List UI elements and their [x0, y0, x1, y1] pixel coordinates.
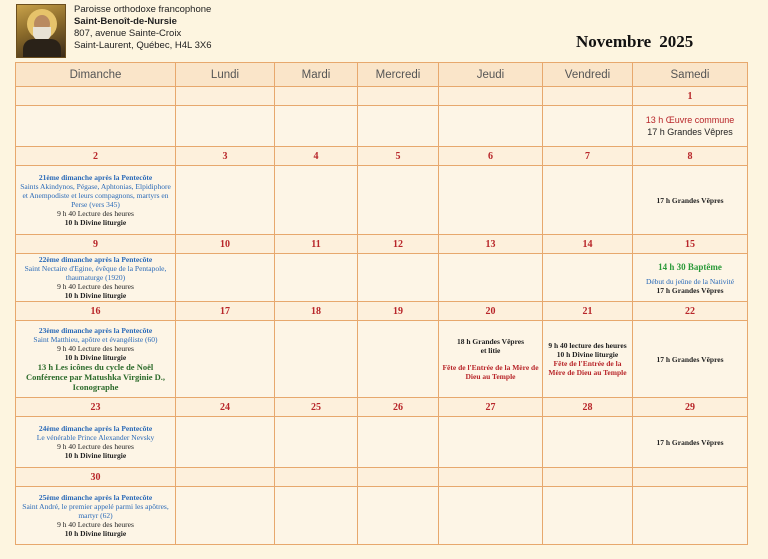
day-cell: [275, 487, 358, 545]
day-number: 29: [633, 398, 748, 417]
weekday-header: Vendredi: [543, 63, 633, 87]
day-number-row: [16, 468, 748, 487]
address-city: Saint-Laurent, Québec, H4L 3X6: [74, 40, 212, 51]
day-cell-nov21: [543, 321, 633, 398]
day-number: 17: [176, 302, 275, 321]
event-oeuvre-commune: 13 h Œuvre commune: [645, 115, 735, 125]
day-cell: [633, 487, 748, 545]
event-litie: et litie: [480, 346, 501, 355]
day-cell: [275, 321, 358, 398]
day-cell: [439, 417, 543, 468]
day-events-row: [16, 487, 748, 545]
day-number: 3: [176, 147, 275, 166]
day-cell: [358, 254, 439, 302]
day-cell: [275, 254, 358, 302]
event-hours: 9 h 40 Lecture des heures: [57, 282, 134, 291]
event-vespers: 17 h Grandes Vêpres: [656, 195, 724, 205]
day-number: [275, 87, 358, 106]
day-cell: [176, 106, 275, 147]
event-icons-talk: 13 h Les icônes du cycle de Noël: [37, 362, 154, 372]
feast-entry-temple: Fête de l'Entrée de la Mère de Dieu au Temple: [548, 359, 627, 377]
day-number: 20: [439, 302, 543, 321]
year: 2025: [659, 32, 694, 51]
event-hours: 9 h 40 Lecture des heures: [57, 442, 134, 451]
day-events-row: [16, 106, 748, 147]
event-conference: Conférence par Matushka Virginie D., Iconographe: [26, 372, 165, 392]
event-vespers: 17 h Grandes Vêpres: [656, 437, 724, 447]
day-cell: [275, 166, 358, 235]
event-vespers: 18 h Grandes Vêpres: [456, 337, 525, 346]
day-number: 7: [543, 147, 633, 166]
day-number: 25: [275, 398, 358, 417]
day-cell-nov1: [633, 106, 748, 147]
day-number: [176, 87, 275, 106]
day-number: 1: [633, 87, 748, 106]
event-vespers: 17 h Grandes Vêpres: [656, 354, 724, 364]
weekday-header: Mardi: [275, 63, 358, 87]
sunday-title: 23ème dimanche après la Pentecôte: [38, 326, 153, 335]
saints-commemoration: Saint Nectaire d'Egine, évêque de la Pentapole, thaumaturge (1920): [24, 264, 167, 282]
day-cell: [176, 487, 275, 545]
day-cell: [176, 417, 275, 468]
day-cell: [176, 321, 275, 398]
day-cell: [358, 166, 439, 235]
day-cell: [16, 106, 176, 147]
event-vespers: 17 h Grandes Vêpres: [656, 285, 724, 295]
day-number-row: [16, 147, 748, 166]
sunday-title: 24ème dimanche après la Pentecôte: [38, 424, 153, 433]
day-cell-nov8: [633, 166, 748, 235]
day-number-row: [16, 398, 748, 417]
day-cell-nov16: [16, 321, 176, 398]
feast-entry-temple: Fête de l'Entrée de la Mère de Dieu au Temple: [442, 363, 539, 381]
day-number-row: [16, 302, 748, 321]
day-cell: [358, 487, 439, 545]
day-cell: [275, 106, 358, 147]
day-number: 9: [16, 235, 176, 254]
day-events-row: [16, 166, 748, 235]
day-number: [176, 468, 275, 487]
day-number: 22: [633, 302, 748, 321]
event-liturgy: 10 h Divine liturgie: [556, 350, 619, 359]
day-number: 24: [176, 398, 275, 417]
header: [16, 4, 756, 60]
day-number: 19: [358, 302, 439, 321]
day-number: 14: [543, 235, 633, 254]
sunday-title: 25ème dimanche après la Pentecôte: [38, 493, 153, 502]
day-number: [275, 468, 358, 487]
day-number: 11: [275, 235, 358, 254]
saint-icon-image: [16, 4, 66, 58]
saints-commemoration: Saint André, le premier appelé parmi les apôtres, martyr (62): [22, 502, 169, 520]
day-number: [439, 87, 543, 106]
saints-commemoration: Saint Matthieu, apôtre et évangéliste (60): [33, 335, 158, 344]
day-number: 8: [633, 147, 748, 166]
address-street: 807, avenue Sainte-Croix: [74, 28, 182, 39]
day-events-row: [16, 254, 748, 302]
day-number: [543, 87, 633, 106]
sunday-title: 22ème dimanche après la Pentecôte: [38, 255, 153, 264]
day-number: 4: [275, 147, 358, 166]
day-number: 23: [16, 398, 176, 417]
day-number: 6: [439, 147, 543, 166]
day-cell: [439, 166, 543, 235]
day-cell: [543, 254, 633, 302]
day-number: 18: [275, 302, 358, 321]
month-name: Novembre: [576, 32, 652, 51]
weekday-header: Samedi: [633, 63, 748, 87]
day-number: [358, 87, 439, 106]
weekday-header-row: [16, 63, 748, 87]
day-number-row: [16, 87, 748, 106]
day-number: [16, 87, 176, 106]
day-cell: [176, 254, 275, 302]
day-events-row: [16, 417, 748, 468]
day-number: [543, 468, 633, 487]
event-hours: 9 h 40 Lecture des heures: [57, 344, 134, 353]
day-cell-nov23: [16, 417, 176, 468]
event-fast-start: Début du jeûne de la Nativité: [645, 276, 735, 286]
month-title: [576, 32, 693, 52]
event-liturgy: 10 h Divine liturgie: [64, 529, 127, 538]
day-number: 27: [439, 398, 543, 417]
day-number: 13: [439, 235, 543, 254]
event-hours: 9 h 40 Lecture des heures: [57, 209, 134, 218]
day-cell: [439, 487, 543, 545]
day-cell: [543, 106, 633, 147]
event-hours: 9 h 40 lecture des heures: [548, 341, 627, 350]
day-cell: [358, 321, 439, 398]
day-number: 21: [543, 302, 633, 321]
day-number: 15: [633, 235, 748, 254]
day-cell: [358, 417, 439, 468]
day-number: 30: [16, 468, 176, 487]
weekday-header: Jeudi: [439, 63, 543, 87]
event-liturgy: 10 h Divine liturgie: [64, 291, 127, 300]
day-cell-nov20: [439, 321, 543, 398]
parish-saint: Saint-Benoît-de-Nursie: [74, 16, 177, 27]
day-number: 26: [358, 398, 439, 417]
weekday-header: Lundi: [176, 63, 275, 87]
day-cell-nov22: [633, 321, 748, 398]
day-cell: [543, 166, 633, 235]
calendar-table: [15, 62, 748, 545]
parish-info: [74, 4, 212, 52]
day-cell: [439, 254, 543, 302]
day-cell-nov2: [16, 166, 176, 235]
saints-commemoration: Le vénérable Prince Alexander Nevsky: [36, 433, 155, 442]
event-liturgy: 10 h Divine liturgie: [64, 353, 127, 362]
weekday-header: Dimanche: [16, 63, 176, 87]
day-number: 28: [543, 398, 633, 417]
day-number: [633, 468, 748, 487]
day-number: 5: [358, 147, 439, 166]
day-cell: [275, 417, 358, 468]
day-cell-nov30: [16, 487, 176, 545]
parish-name: Paroisse orthodoxe francophone: [74, 4, 212, 15]
event-liturgy: 10 h Divine liturgie: [64, 218, 127, 227]
day-cell-nov9: [16, 254, 176, 302]
day-cell: [358, 106, 439, 147]
day-events-row: [16, 321, 748, 398]
day-number: 10: [176, 235, 275, 254]
event-baptism: 14 h 30 Baptême: [658, 261, 722, 272]
day-number: [439, 468, 543, 487]
event-liturgy: 10 h Divine liturgie: [64, 451, 127, 460]
day-number: 16: [16, 302, 176, 321]
event-hours: 9 h 40 Lecture des heures: [57, 520, 134, 529]
day-number: 12: [358, 235, 439, 254]
saints-commemoration: Saints Akindynos, Pégase, Aphtonias, Elpidiphore et Anempodiste et leurs compagnons, martyrs en Perse (vers 345): [20, 182, 171, 209]
sunday-title: 21ème dimanche après la Pentecôte: [38, 173, 153, 182]
day-cell: [543, 417, 633, 468]
day-cell: [543, 487, 633, 545]
day-cell-nov29: [633, 417, 748, 468]
day-number: 2: [16, 147, 176, 166]
day-cell: [176, 166, 275, 235]
day-number: [358, 468, 439, 487]
event-vespers: 17 h Grandes Vêpres: [647, 127, 733, 137]
day-cell: [439, 106, 543, 147]
weekday-header: Mercredi: [358, 63, 439, 87]
day-cell-nov15: [633, 254, 748, 302]
day-number-row: [16, 235, 748, 254]
